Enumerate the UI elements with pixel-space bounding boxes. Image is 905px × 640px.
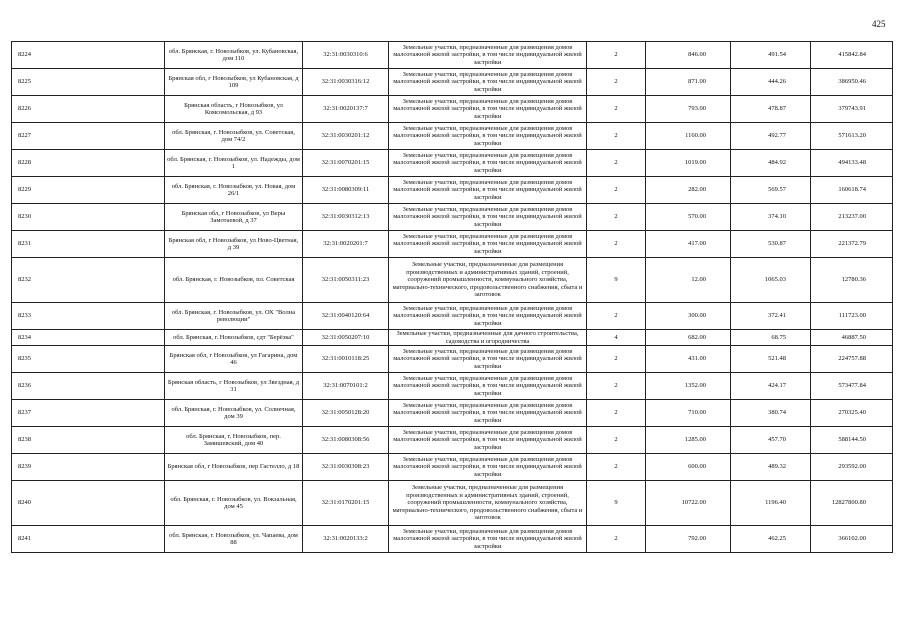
cadastral-value-cell: 573477.84 (811, 373, 893, 400)
area-cell: 282.00 (646, 177, 731, 204)
address-cell: обл. Брянская, г. Новозыбков, сдт "Берёзка" (165, 330, 303, 346)
table-row (12, 204, 893, 231)
land-use-cell: Земельные участки, предназначенные для размещения домов малоэтажной жилой застройки, в том числе индивидуальной жилой застройки (389, 303, 587, 330)
specific-value-cell: 530.87 (731, 231, 811, 258)
table-row (12, 69, 893, 96)
specific-value-cell: 444.26 (731, 69, 811, 96)
row-number-cell: 8239 (12, 454, 165, 481)
page-number: 425 (872, 19, 886, 29)
cadastral-value-cell: 224757.88 (811, 346, 893, 373)
land-use-cell: Земельные участки, предназначенные для размещения домов малоэтажной жилой застройки, в том числе индивидуальной жилой застройки (389, 123, 587, 150)
cadastral-value-cell: 293592.00 (811, 454, 893, 481)
specific-value-cell: 457.70 (731, 427, 811, 454)
area-cell: 682.00 (646, 330, 731, 346)
area-cell: 792.00 (646, 526, 731, 553)
address-cell: Брянская область, г Новозыбков, ул Звездная, д 31 (165, 373, 303, 400)
address-cell: обл. Брянская, г. Новозыбков, ул. ОХ "Волна революции" (165, 303, 303, 330)
row-number-cell: 8230 (12, 204, 165, 231)
row-number-cell: 8227 (12, 123, 165, 150)
table-row (12, 150, 893, 177)
address-cell: Брянская обл, г Новозыбков, ул Гагарина, дом 46 (165, 346, 303, 373)
land-use-cell: Земельные участки, предназначенные для размещения домов малоэтажной жилой застройки, в том числе индивидуальной жилой застройки (389, 69, 587, 96)
table-row (12, 526, 893, 553)
cadastral-number-cell: 32:31:0020133:2 (303, 526, 389, 553)
cadastral-value-cell: 213237.00 (811, 204, 893, 231)
land-use-cell: Земельные участки, предназначенные для размещения домов малоэтажной жилой застройки, в том числе индивидуальной жилой застройки (389, 42, 587, 69)
row-number-cell: 8233 (12, 303, 165, 330)
address-cell: обл. Брянская, г. Новозыбков, ул. Вокзальная, дом 45 (165, 481, 303, 526)
row-number-cell: 8224 (12, 42, 165, 69)
area-cell: 1352.00 (646, 373, 731, 400)
area-cell: 871.00 (646, 69, 731, 96)
cadastral-value-cell: 111723.00 (811, 303, 893, 330)
address-cell: обл. Брянская, г. Новозыбков, ул. Чапаева, дом 88 (165, 526, 303, 553)
address-cell: обл. Брянская, г. Новозыбков, ул. Надежды, дом 1 (165, 150, 303, 177)
cadastral-number-cell: 32:31:0080309:11 (303, 177, 389, 204)
cadastral-value-cell: 386950.46 (811, 69, 893, 96)
group-number-cell: 2 (587, 69, 646, 96)
group-number-cell: 2 (587, 42, 646, 69)
table-body (12, 42, 893, 553)
group-number-cell: 2 (587, 96, 646, 123)
land-use-cell: Земельные участки, предназначенные для дачного строительства, садоводства и огородничества (389, 330, 587, 346)
land-use-cell: Земельные участки, предназначенные для размещения производственных и административных зданий, строений, сооружений промышленности, коммунального хозяйства, материально-технического, продовольственного снабжения, сбыта и заготовок (389, 481, 587, 526)
address-cell: обл. Брянская, г. Новозыбков, ул. Кубановская, дом 110 (165, 42, 303, 69)
address-cell: Брянская обл, г Новозыбков, ул Ново-Цветная, д 39 (165, 231, 303, 258)
group-number-cell: 2 (587, 123, 646, 150)
cadastral-number-cell: 32:31:0050311:23 (303, 258, 389, 303)
table-row (12, 330, 893, 346)
row-number-cell: 8231 (12, 231, 165, 258)
cadastral-value-table (11, 41, 893, 553)
cadastral-value-cell: 588144.50 (811, 427, 893, 454)
address-cell: Брянская обл, г Новозыбков, ул Кубановская, д 109 (165, 69, 303, 96)
group-number-cell: 2 (587, 231, 646, 258)
cadastral-value-cell: 46887.50 (811, 330, 893, 346)
cadastral-value-cell: 379743.91 (811, 96, 893, 123)
specific-value-cell: 1065.03 (731, 258, 811, 303)
specific-value-cell: 462.25 (731, 526, 811, 553)
table-row (12, 346, 893, 373)
specific-value-cell: 424.17 (731, 373, 811, 400)
cadastral-value-cell: 494133.48 (811, 150, 893, 177)
cadastral-value-cell: 221372.79 (811, 231, 893, 258)
area-cell: 300.00 (646, 303, 731, 330)
cadastral-value-cell: 571613.20 (811, 123, 893, 150)
address-cell: обл. Брянская, г. Новозыбков, ул. Новая, дом 26/1 (165, 177, 303, 204)
cadastral-value-cell: 270325.40 (811, 400, 893, 427)
cadastral-value-cell: 12780.36 (811, 258, 893, 303)
cadastral-number-cell: 32:31:0020201:7 (303, 231, 389, 258)
specific-value-cell: 491.54 (731, 42, 811, 69)
specific-value-cell: 374.10 (731, 204, 811, 231)
address-cell: Брянская область, г Новозыбков, ул Комсомольская, д 93 (165, 96, 303, 123)
group-number-cell: 9 (587, 481, 646, 526)
table-row (12, 96, 893, 123)
row-number-cell: 8225 (12, 69, 165, 96)
address-cell: Брянская обл, г Новозыбков, ул Веры Замотаевой, д 37 (165, 204, 303, 231)
cadastral-number-cell: 32:31:0030310:6 (303, 42, 389, 69)
specific-value-cell: 1196.40 (731, 481, 811, 526)
area-cell: 417.00 (646, 231, 731, 258)
table-row (12, 303, 893, 330)
table-row (12, 373, 893, 400)
row-number-cell: 8229 (12, 177, 165, 204)
cadastral-number-cell: 32:31:0030308:23 (303, 454, 389, 481)
cadastral-number-cell: 32:31:0020137:7 (303, 96, 389, 123)
cadastral-number-cell: 32:31:0170201:15 (303, 481, 389, 526)
row-number-cell: 8240 (12, 481, 165, 526)
table-row (12, 454, 893, 481)
land-use-cell: Земельные участки, предназначенные для размещения домов малоэтажной жилой застройки, в том числе индивидуальной жилой застройки (389, 96, 587, 123)
table-row (12, 231, 893, 258)
specific-value-cell: 372.41 (731, 303, 811, 330)
table-row (12, 123, 893, 150)
group-number-cell: 2 (587, 400, 646, 427)
cadastral-number-cell: 32:31:0040120:64 (303, 303, 389, 330)
address-cell: обл. Брянская, г. Новозыбков, ул. Советская, дом 74/2 (165, 123, 303, 150)
row-number-cell: 8237 (12, 400, 165, 427)
group-number-cell: 4 (587, 330, 646, 346)
address-cell: Брянская обл, г Новозыбков, пер Гастелло, д 18 (165, 454, 303, 481)
cadastral-number-cell: 32:31:0050207:10 (303, 330, 389, 346)
specific-value-cell: 68.75 (731, 330, 811, 346)
land-use-cell: Земельные участки, предназначенные для размещения домов малоэтажной жилой застройки, в том числе индивидуальной жилой застройки (389, 177, 587, 204)
row-number-cell: 8234 (12, 330, 165, 346)
table-row (12, 427, 893, 454)
area-cell: 1160.00 (646, 123, 731, 150)
land-use-cell: Земельные участки, предназначенные для размещения домов малоэтажной жилой застройки, в том числе индивидуальной жилой застройки (389, 204, 587, 231)
group-number-cell: 2 (587, 373, 646, 400)
area-cell: 570.00 (646, 204, 731, 231)
land-use-cell: Земельные участки, предназначенные для размещения домов малоэтажной жилой застройки, в том числе индивидуальной жилой застройки (389, 373, 587, 400)
row-number-cell: 8236 (12, 373, 165, 400)
cadastral-number-cell: 32:31:0030201:12 (303, 123, 389, 150)
area-cell: 846.00 (646, 42, 731, 69)
row-number-cell: 8241 (12, 526, 165, 553)
specific-value-cell: 380.74 (731, 400, 811, 427)
row-number-cell: 8228 (12, 150, 165, 177)
cadastral-number-cell: 32:31:0030316:12 (303, 69, 389, 96)
area-cell: 431.00 (646, 346, 731, 373)
cadastral-number-cell: 32:31:0070101:2 (303, 373, 389, 400)
specific-value-cell: 492.77 (731, 123, 811, 150)
table-row (12, 42, 893, 69)
cadastral-value-cell: 415842.84 (811, 42, 893, 69)
cadastral-number-cell: 32:31:0070201:15 (303, 150, 389, 177)
area-cell: 1019.00 (646, 150, 731, 177)
area-cell: 600.00 (646, 454, 731, 481)
group-number-cell: 2 (587, 427, 646, 454)
land-use-cell: Земельные участки, предназначенные для размещения домов малоэтажной жилой застройки, в том числе индивидуальной жилой застройки (389, 454, 587, 481)
table-row (12, 258, 893, 303)
row-number-cell: 8238 (12, 427, 165, 454)
group-number-cell: 2 (587, 150, 646, 177)
land-use-cell: Земельные участки, предназначенные для размещения домов малоэтажной жилой застройки, в том числе индивидуальной жилой застройки (389, 150, 587, 177)
cadastral-number-cell: 32:31:0080308:56 (303, 427, 389, 454)
area-cell: 710.00 (646, 400, 731, 427)
cadastral-value-cell: 12827800.80 (811, 481, 893, 526)
cadastral-number-cell: 32:31:0010118:25 (303, 346, 389, 373)
land-use-cell: Земельные участки, предназначенные для размещения домов малоэтажной жилой застройки, в том числе индивидуальной жилой застройки (389, 427, 587, 454)
table-row (12, 177, 893, 204)
row-number-cell: 8226 (12, 96, 165, 123)
specific-value-cell: 478.87 (731, 96, 811, 123)
cadastral-value-cell: 160618.74 (811, 177, 893, 204)
table-row (12, 481, 893, 526)
cadastral-number-cell: 32:31:0030312:13 (303, 204, 389, 231)
group-number-cell: 2 (587, 454, 646, 481)
area-cell: 10722.00 (646, 481, 731, 526)
specific-value-cell: 521.48 (731, 346, 811, 373)
group-number-cell: 2 (587, 346, 646, 373)
area-cell: 1285.00 (646, 427, 731, 454)
group-number-cell: 2 (587, 303, 646, 330)
cadastral-value-cell: 366102.00 (811, 526, 893, 553)
row-number-cell: 8232 (12, 258, 165, 303)
group-number-cell: 2 (587, 177, 646, 204)
row-number-cell: 8235 (12, 346, 165, 373)
area-cell: 12.00 (646, 258, 731, 303)
group-number-cell: 2 (587, 204, 646, 231)
area-cell: 793.00 (646, 96, 731, 123)
land-use-cell: Земельные участки, предназначенные для размещения домов малоэтажной жилой застройки, в том числе индивидуальной жилой застройки (389, 526, 587, 553)
group-number-cell: 2 (587, 526, 646, 553)
group-number-cell: 9 (587, 258, 646, 303)
specific-value-cell: 489.32 (731, 454, 811, 481)
land-use-cell: Земельные участки, предназначенные для размещения домов малоэтажной жилой застройки, в том числе индивидуальной жилой застройки (389, 400, 587, 427)
land-use-cell: Земельные участки, предназначенные для размещения домов малоэтажной жилой застройки, в том числе индивидуальной жилой застройки (389, 231, 587, 258)
land-use-cell: Земельные участки, предназначенные для размещения домов малоэтажной жилой застройки, в том числе индивидуальной жилой застройки (389, 346, 587, 373)
address-cell: обл. Брянская, г. Новозыбков, ул. Солнечная, дом 39 (165, 400, 303, 427)
specific-value-cell: 484.92 (731, 150, 811, 177)
table-row (12, 400, 893, 427)
address-cell: обл. Брянская, г. Новозыбков, пл. Советская (165, 258, 303, 303)
address-cell: обл. Брянская, г. Новозыбков, пер. Замишевский, дом 40 (165, 427, 303, 454)
land-use-cell: Земельные участки, предназначенные для размещения производственных и административных зданий, строений, сооружений промышленности, коммунального хозяйства, материально-технического, продовольственного снабжения, сбыта и заготовок (389, 258, 587, 303)
specific-value-cell: 569.57 (731, 177, 811, 204)
cadastral-number-cell: 32:31:0050128:20 (303, 400, 389, 427)
